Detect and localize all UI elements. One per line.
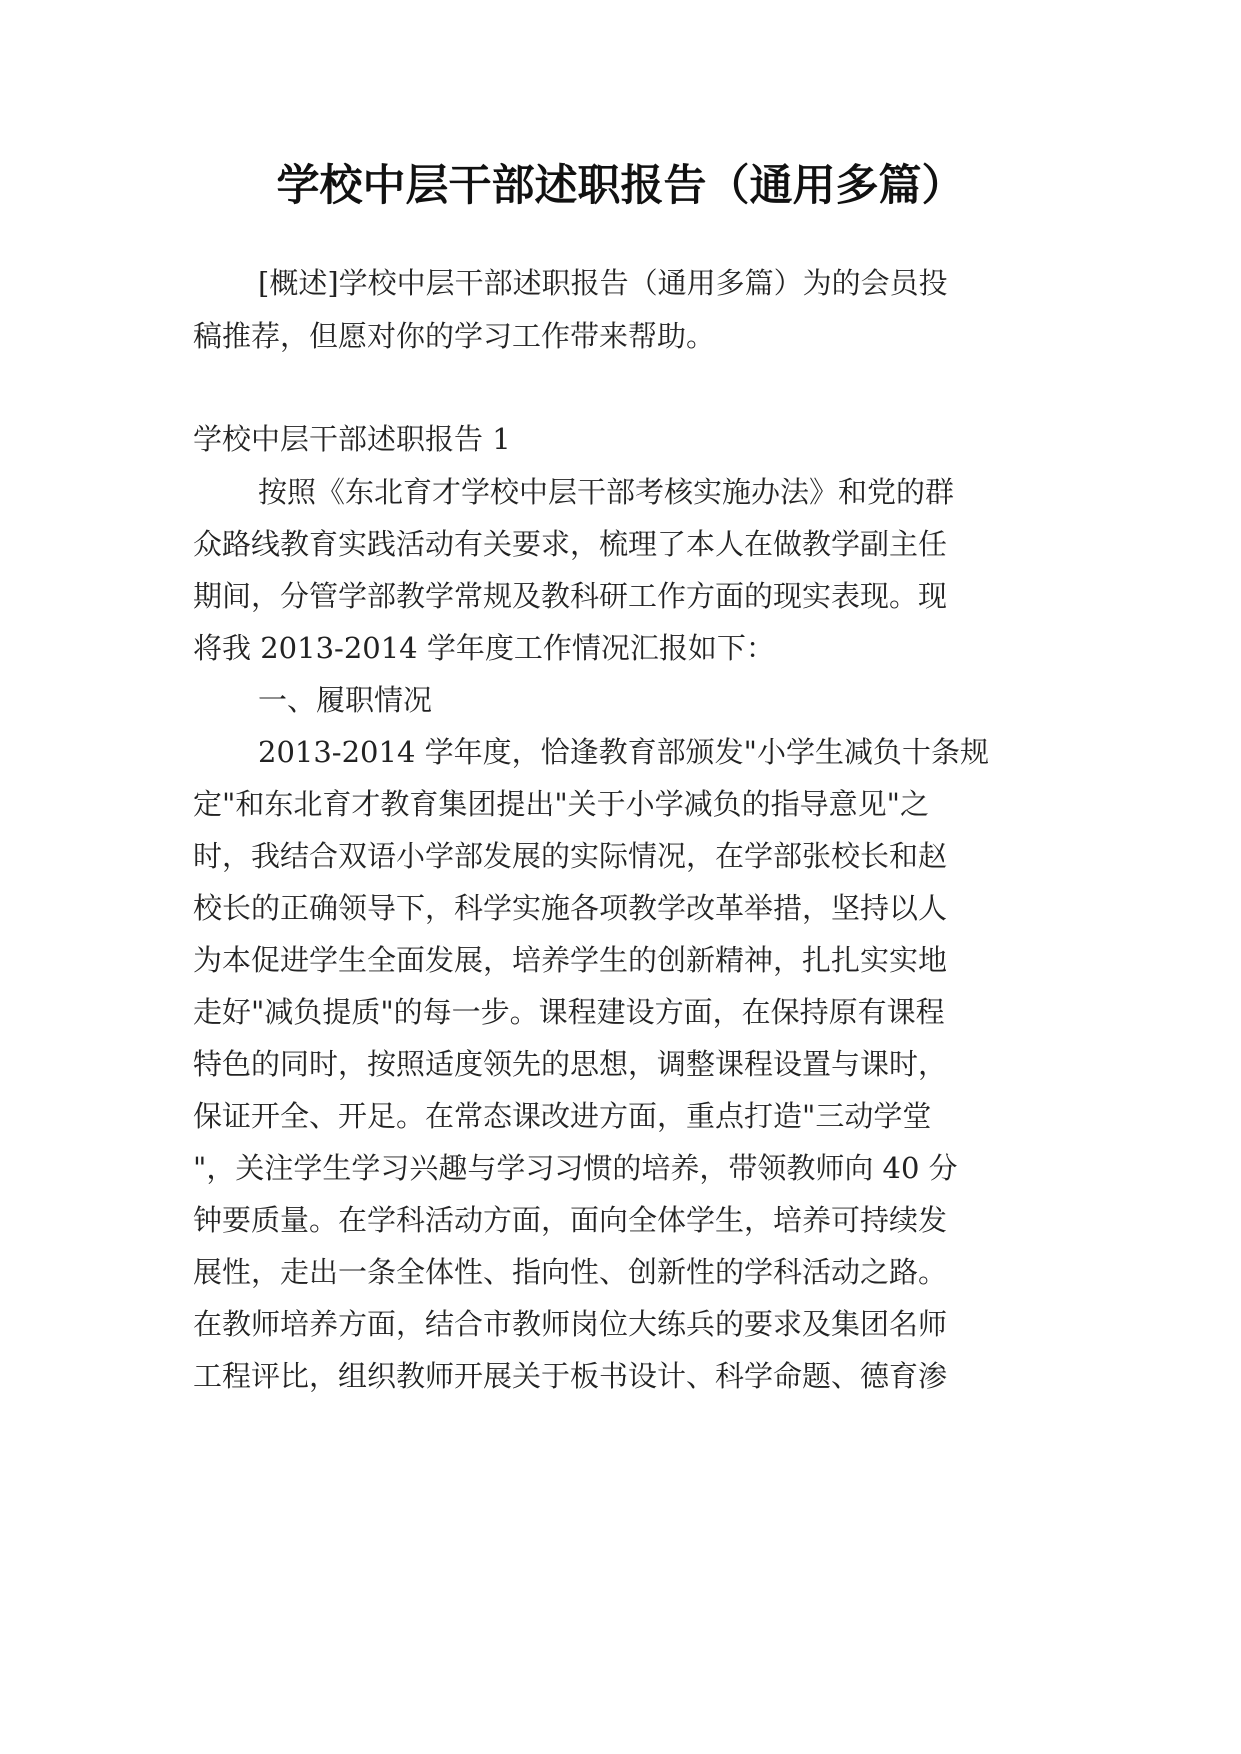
paragraph-line: 定"和东北育才教育集团提出"关于小学减负的指导意见"之 xyxy=(193,787,930,821)
subheading: 一、履职情况 xyxy=(258,683,433,717)
paragraph-line: 校长的正确领导下，科学实施各项教学改革举措，坚持以人 xyxy=(193,891,948,925)
paragraph-line: 按照《东北育才学校中层干部考核实施办法》和党的群 xyxy=(258,475,955,509)
paragraph-line: 时，我结合双语小学部发展的实际情况，在学部张校长和赵 xyxy=(193,839,948,873)
paragraph-line: 将我 2013-2014 学年度工作情况汇报如下： xyxy=(193,631,775,665)
summary-line: 稿推荐，但愿对你的学习工作带来帮助。 xyxy=(193,319,716,353)
paragraph-line: 期间，分管学部教学常规及教科研工作方面的现实表现。现 xyxy=(193,579,948,613)
paragraph-line: 走好"减负提质"的每一步。课程建设方面，在保持原有课程 xyxy=(193,995,945,1029)
paragraph-line: 众路线教育实践活动有关要求，梳理了本人在做教学副主任 xyxy=(193,527,948,561)
paragraph-line: 钟要质量。在学科活动方面，面向全体学生，培养可持续发 xyxy=(193,1203,948,1237)
paragraph-line: 展性，走出一条全体性、指向性、创新性的学科活动之路。 xyxy=(193,1255,948,1289)
paragraph-line: 在教师培养方面，结合市教师岗位大练兵的要求及集团名师 xyxy=(193,1307,948,1341)
document-title: 学校中层干部述职报告（通用多篇） xyxy=(276,161,965,211)
paragraph-line: "，关注学生学习兴趣与学习习惯的培养，带领教师向 40 分 xyxy=(193,1151,958,1185)
paragraph-line: 2013-2014 学年度，恰逢教育部颁发"小学生减负十条规 xyxy=(258,735,989,769)
paragraph-line: 保证开全、开足。在常态课改进方面，重点打造"三动学堂 xyxy=(193,1099,932,1133)
paragraph-line: 特色的同时，按照适度领先的思想，调整课程设置与课时， xyxy=(193,1047,948,1081)
section-heading: 学校中层干部述职报告 1 xyxy=(193,422,511,456)
paragraph-line: 工程评比，组织教师开展关于板书设计、科学命题、德育渗 xyxy=(193,1359,948,1393)
paragraph-line: 为本促进学生全面发展，培养学生的创新精神，扎扎实实地 xyxy=(193,943,948,977)
summary-line: [概述]学校中层干部述职报告（通用多篇）为的会员投 xyxy=(258,266,948,300)
